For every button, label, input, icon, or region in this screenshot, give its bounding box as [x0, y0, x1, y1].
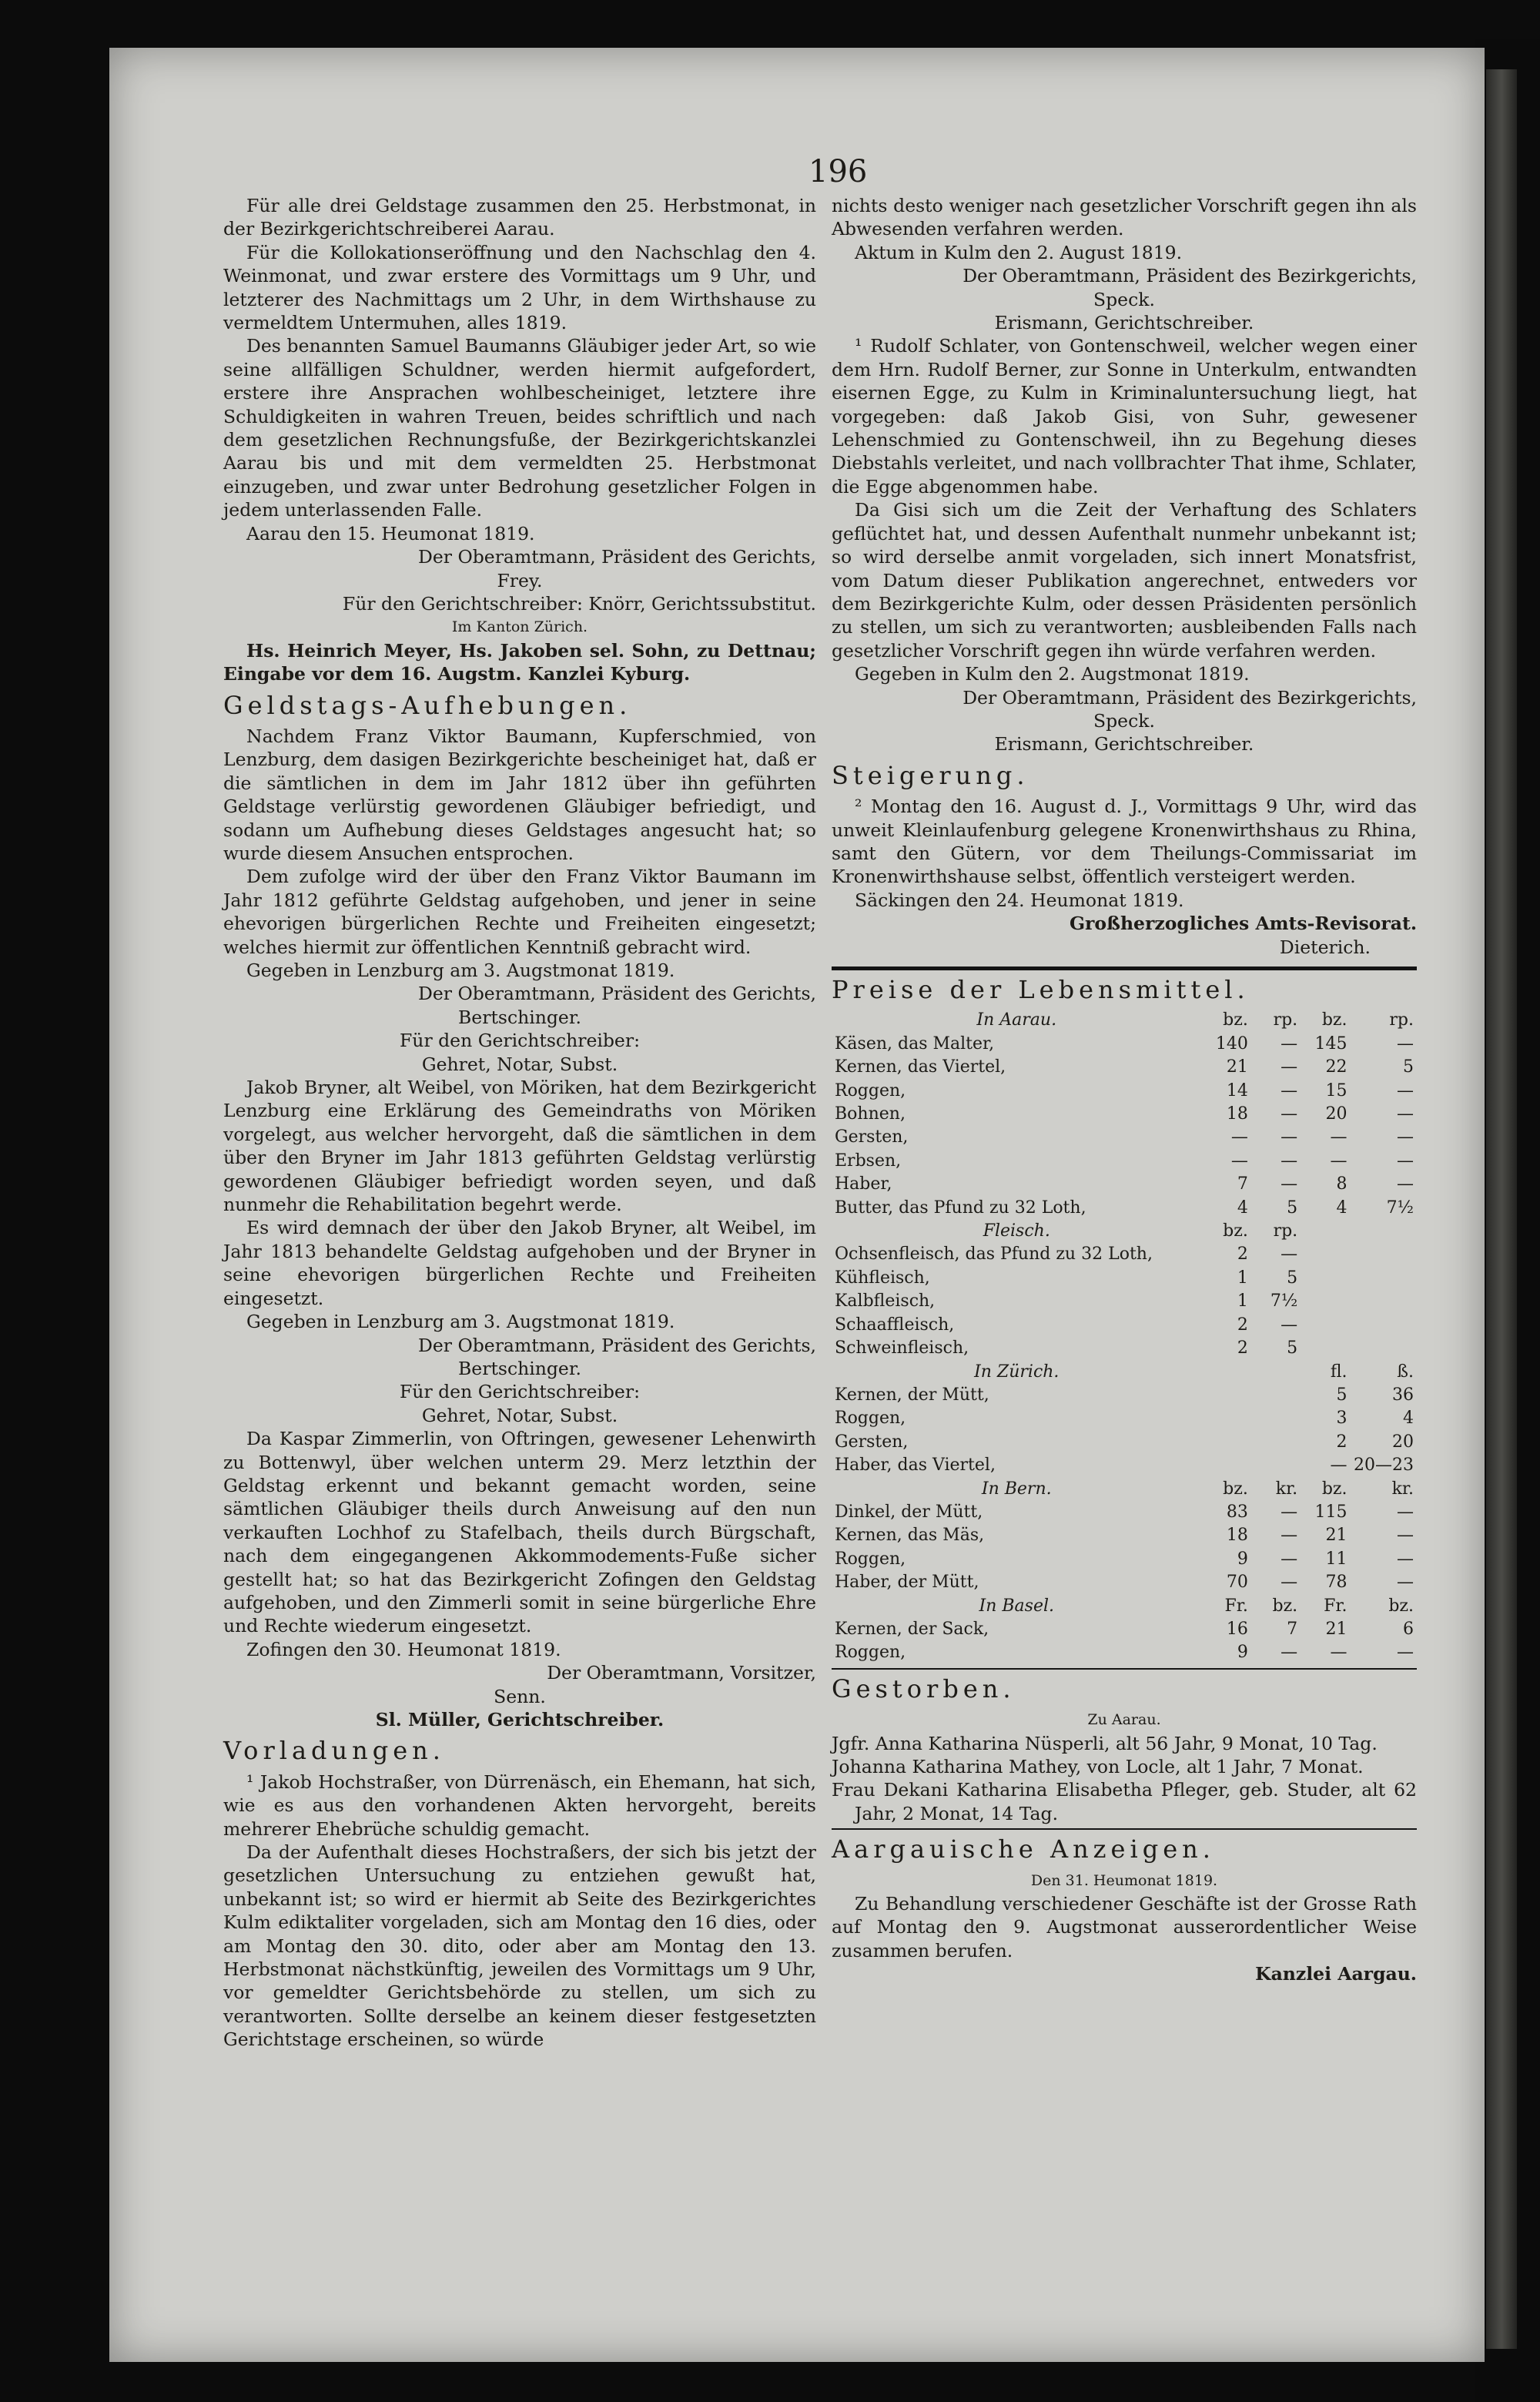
table-cell: Fr. [1224, 1596, 1248, 1616]
section-heading: Vorladungen. [223, 1736, 445, 1766]
signature-name: Speck. [1093, 709, 1155, 732]
table-row [832, 1197, 1417, 1220]
signature-name: Senn. [494, 1685, 546, 1707]
table-cell: Haber, der Mütt, [835, 1573, 979, 1593]
table-cell: 2 [1336, 1432, 1348, 1452]
signature-name: Bertschinger. [458, 1357, 581, 1379]
table-cell: — [1281, 1080, 1298, 1100]
table-cell: — [1281, 1315, 1298, 1335]
section-heading: Preise der Lebensmittel. [832, 975, 1250, 1004]
paragraph: Für alle drei Geldstage zusammen den 25. Herbstmonat, in der Bezirkgerichtschreiberei Aarau. [223, 195, 816, 240]
table-cell: — [1397, 1549, 1414, 1569]
table-cell: Haber, das Viertel, [835, 1456, 996, 1476]
table-cell: — [1397, 1104, 1414, 1124]
signature-line: Der Oberamtmann, Vorsitzer, [547, 1662, 816, 1684]
table-cell: — [1330, 1643, 1348, 1663]
table-cell: kr. [1275, 1479, 1298, 1499]
table-cell: 2 [1237, 1338, 1248, 1358]
signature-line: Kanzlei Aargau. [1255, 1963, 1417, 1985]
table-cell: Roggen, [835, 1643, 906, 1663]
table-cell: 5 [1287, 1338, 1298, 1358]
signature-name: Erismann, Gerichtschreiber. [994, 312, 1254, 334]
table-cell: 21 [1325, 1619, 1348, 1639]
table-cell: Bohnen, [835, 1104, 906, 1124]
table-cell: Schaaffleisch, [835, 1315, 955, 1335]
table-cell: 20 [1392, 1432, 1414, 1452]
list-item: Frau Dekani Katharina Elisabetha Pfleger, geb. Studer, alt 62 Jahr, 2 Monat, 14 Tag. [832, 1779, 1417, 1824]
table-cell: — [1230, 1151, 1248, 1171]
date-line: Den 31. Heumonat 1819. [1030, 1871, 1218, 1889]
table-cell: Gersten, [835, 1432, 909, 1452]
table-cell: bz. [1223, 1010, 1248, 1030]
section-rule [832, 1828, 1417, 1830]
section-heading: Aargauische Anzeigen. [832, 1834, 1215, 1864]
table-cell: Käsen, das Malter, [835, 1033, 995, 1054]
table-cell: Roggen, [835, 1080, 906, 1100]
paragraph: Des benannten Samuel Baumanns Gläubiger jeder Art, so wie seine allfälligen Schuldner, werden hiermit aufgefordert, erstere ihre Ansprachen wohlbescheiniget, letztere ihre Schuldigkeiten in wahren Treuen, beides schriftlich und nach dem gesetzlichen Rechnungsfuße, der Bezirkgerichtskanzlei Aarau bis und mit dem vermeldten 25. Herbstmonat einzugeben, und zwar unter Bedrohung gesetzlicher Folgen in jedem unterlassenden Falle. [223, 335, 816, 521]
list-item: Jgfr. Anna Katharina Nüsperli, alt 56 Jahr, 9 Monat, 10 Tag. [832, 1732, 1378, 1754]
paragraph: ¹ Rudolf Schlater, von Gontenschweil, welcher wegen einer dem Hrn. Rudolf Berner, zur Sonne in Unterkulm, entwandten eisernen Egge, zu Kulm in Kriminaluntersuchung liegt, hat vorgegeben: daß Jakob Gisi, von Suhr, gewesener Lehenschmied zu Gontenschweil, ihn zu Begehung dieses Diebstahls verleitet, und nach vollbrachter That ihme, Schlater, die Egge abgenommen habe. [832, 335, 1417, 497]
table-cell: In Aarau. [976, 1010, 1057, 1030]
table-row [832, 1103, 1417, 1126]
table-row [832, 1548, 1417, 1571]
table-cell: 5 [1336, 1385, 1348, 1405]
table-cell: — [1397, 1033, 1414, 1054]
table-cell: 36 [1392, 1385, 1414, 1405]
paragraph: ² Montag den 16. August d. J., Vormittags 9 Uhr, wird das unweit Kleinlaufenburg gelegene Kronenwirthshaus zu Rhina, samt den Gütern, vor dem Theilungs-Commissariat im Kronenwirthshause selbst, öffentlich versteigert werden. [832, 796, 1417, 888]
price-table [832, 1009, 1417, 1664]
table-cell: Gersten, [835, 1127, 909, 1147]
section-heading: Steigerung. [832, 760, 1029, 790]
table-cell: 78 [1325, 1573, 1348, 1593]
table-cell: Fleisch. [983, 1221, 1050, 1241]
table-cell: rp. [1273, 1221, 1298, 1241]
table-cell: Kühfleisch, [835, 1268, 930, 1288]
table-cell: 22 [1325, 1057, 1348, 1077]
table-row [832, 1454, 1417, 1477]
signature-name: Bertschinger. [458, 1006, 581, 1028]
table-cell: Kernen, der Mütt, [835, 1385, 989, 1405]
table-row [832, 1361, 1417, 1384]
table-cell: — [1281, 1643, 1298, 1663]
date-line: Säckingen den 24. Heumonat 1819. [855, 889, 1184, 911]
page-number: 196 [808, 154, 868, 189]
table-cell: 3 [1336, 1409, 1348, 1429]
table-cell: In Basel. [979, 1596, 1054, 1616]
table-cell: 15 [1325, 1080, 1348, 1100]
table-cell: 18 [1226, 1526, 1248, 1546]
table-row [832, 1267, 1417, 1290]
table-cell: Ochsenfleisch, das Pfund zu 32 Loth, [835, 1245, 1153, 1265]
table-row [832, 1384, 1417, 1407]
table-cell: — [1397, 1526, 1414, 1546]
table-cell: rp. [1389, 1010, 1414, 1030]
section-sublabel: Im Kanton Zürich. [451, 618, 588, 636]
table-cell: Roggen, [835, 1409, 906, 1429]
table-cell: — [1281, 1033, 1298, 1054]
section-rule [832, 1668, 1417, 1670]
paragraph: Nachdem Franz Viktor Baumann, Kupferschmied, von Lenzburg, dem dasigen Bezirkgerichte bescheiniget hat, daß er die sämtlichen in dem im Jahr 1812 über ihn geführten Geldstage verlürstig gewordenen Gläubiger befriedigt, und sodann um Aufhebung dieses Geldstages angesucht hat; so wurde diesem Ansuchen entsprochen. [223, 725, 816, 864]
table-cell: Kernen, das Mäs, [835, 1526, 985, 1546]
paragraph: Es wird demnach der über den Jakob Bryner, alt Weibel, im Jahr 1813 behandelte Geldstag aufgehoben und der Bryner in seine ehevorigen bürgerlichen Rechte und Freiheiten eingesetzt. [223, 1217, 816, 1309]
paragraph: Da Kaspar Zimmerlin, von Oftringen, gewesener Lehenwirth zu Bottenwyl, über welchen unterm 29. Merz letzthin der Geldstag erkennt und bekannt gemacht worden, seine sämtlichen Gläubiger theils durch Anweisung auf den nun verkauften Lochhof zu Stafelbach, theils durch Bürgschaft, nach dem eingegangenen Akkommodements-Fuße sicher gestellt hat; so hat das Bezirkgericht Zofingen den Geldstag aufgehoben, und den Zimmerli somit in seine bürgerliche Ehre und Rechte wiederum eingesetzt. [223, 1428, 816, 1637]
table-cell: — [1281, 1245, 1298, 1265]
table-cell: 145 [1314, 1033, 1348, 1054]
table-cell: Erbsen, [835, 1151, 902, 1171]
section-rule [832, 966, 1417, 970]
paragraph: Hs. Heinrich Meyer, Hs. Jakoben sel. Sohn, zu Dettnau; Eingabe vor dem 16. Augstm. Kanzlei Kyburg. [223, 639, 816, 685]
table-cell: Dinkel, der Mütt, [835, 1502, 983, 1522]
table-cell: 9 [1237, 1549, 1248, 1569]
table-cell: 4 [1403, 1409, 1414, 1429]
table-cell: 2 [1237, 1315, 1248, 1335]
table-cell: Haber, [835, 1174, 892, 1194]
table-row [832, 1431, 1417, 1454]
signature-name: Gehret, Notar, Subst. [421, 1053, 618, 1075]
table-row [832, 1337, 1417, 1360]
table-row [832, 1595, 1417, 1618]
table-row [832, 1150, 1417, 1173]
paragraph: Zu Behandlung verschiedener Geschäfte ist der Grosse Rath auf Montag den 9. Augstmonat ausserordentlicher Weise zusammen berufen. [832, 1893, 1417, 1961]
signature-name: Sl. Müller, Gerichtschreiber. [375, 1709, 665, 1730]
table-cell: bz. [1223, 1221, 1248, 1241]
table-cell: 7½ [1270, 1291, 1298, 1312]
date-line: Gegeben in Lenzburg am 3. Augstmonat 1819. [246, 960, 675, 981]
table-row [832, 1243, 1417, 1266]
table-cell: 5 [1287, 1268, 1298, 1288]
table-cell: 7½ [1386, 1198, 1414, 1218]
table-cell: 7 [1237, 1174, 1248, 1194]
table-cell: Kalbfleisch, [835, 1291, 936, 1312]
next-page-edge [1486, 69, 1517, 2349]
signature-name: Erismann, Gerichtschreiber. [994, 733, 1254, 755]
table-cell: In Zürich. [974, 1362, 1060, 1382]
table-cell: Butter, das Pfund zu 32 Loth, [835, 1198, 1086, 1218]
table-row [832, 1033, 1417, 1056]
table-cell: 11 [1325, 1549, 1348, 1569]
table-cell: 4 [1336, 1198, 1348, 1218]
signature-line: Der Oberamtmann, Präsident des Gerichts, [418, 1334, 816, 1356]
table-cell: bz. [1321, 1010, 1348, 1030]
signature-line: Der Oberamtmann, Präsident des Bezirkgerichts, [962, 686, 1417, 709]
table-cell: — [1281, 1057, 1298, 1077]
table-row [832, 1126, 1417, 1149]
table-cell: 20 [1325, 1104, 1348, 1124]
table-cell: 5 [1403, 1057, 1414, 1077]
table-cell: Kernen, das Viertel, [835, 1057, 1006, 1077]
table-cell: — [1330, 1127, 1348, 1147]
paragraph: Da der Aufenthalt dieses Hochstraßers, der sich bis jetzt der gesetzlichen Untersuchung zu entziehen gewußt hat, unbekannt ist; so wird er hiermit ab Seite des Bezirkgerichtes Kulm ediktaliter vorgeladen, sich am Montag den 16 dies, oder am Montag den 30. dito, oder aber am Montag den 13. Herbstmonat nächstkünftig, jeweilen des Vormittags um 9 Uhr, vor gemeldter Gerichtsbehörde zu stellen, um sich zu verantworten. Sollte derselbe an keinem dieser festgesetzten Gerichtstage erscheinen, so würde [223, 1841, 816, 2051]
table-cell: 2 [1237, 1245, 1248, 1265]
table-cell: Kernen, der Sack, [835, 1619, 989, 1639]
table-cell: 6 [1403, 1619, 1414, 1639]
section-heading: Gestorben. [832, 1673, 1016, 1704]
section-sublabel: Zu Aarau. [1087, 1711, 1161, 1729]
date-line: Gegeben in Lenzburg am 3. Augstmonat 1819. [246, 1311, 675, 1333]
table-cell: 70 [1226, 1573, 1248, 1593]
table-row [832, 1220, 1417, 1243]
table-cell: 83 [1226, 1502, 1248, 1522]
table-cell: In Bern. [981, 1479, 1052, 1499]
table-cell: 4 [1237, 1198, 1248, 1218]
signature-line: Der Oberamtmann, Präsident des Bezirkgerichts, [962, 265, 1417, 287]
table-cell: Fr. [1324, 1596, 1348, 1616]
table-cell: 5 [1287, 1198, 1298, 1218]
paragraph: Da Gisi sich um die Zeit der Verhaftung des Schlaters geflüchtet hat, und dessen Aufenthalt nunmehr unbekannt ist; so wird derselbe anmit vorgeladen, sich innert Monatsfrist, vom Datum dieser Publikation angerechnet, entweders vor dem Bezirkgerichte Kulm, oder dessen Präsidenten persönlich zu stellen, um sich zu verantworten; ausbleibenden Falls nach gesetzlicher Vorschrift gegen ihn würde verfahren werden. [832, 499, 1417, 662]
date-line: Zofingen den 30. Heumonat 1819. [246, 1638, 561, 1660]
date-line: Gegeben in Kulm den 2. Augstmonat 1819. [855, 663, 1250, 685]
table-row [832, 1173, 1417, 1196]
table-cell: 9 [1237, 1643, 1248, 1663]
paragraph: Jakob Bryner, alt Weibel, von Möriken, hat dem Bezirkgericht Lenzburg eine Erklärung des Gemeindraths von Möriken vorgelegt, aus welcher hervorgeht, daß die sämtlichen in dem über den Bryner im Jahr 1813 geführten Geldstag verlürstig gewordenen Gläubiger befriedigt worden seyen, und daß nunmehr die Rehabilitation begehrt werde. [223, 1077, 816, 1216]
table-cell: 14 [1226, 1080, 1248, 1100]
signature-line: Für den Gerichtschreiber: [400, 1381, 640, 1403]
left-column [223, 194, 816, 2052]
table-cell: bz. [1388, 1596, 1414, 1616]
signature-line: Für den Gerichtschreiber: [400, 1030, 640, 1052]
paragraph: nichts desto weniger nach gesetzlicher Vorschrift gegen ihn als Abwesenden verfahren werden. [832, 195, 1417, 240]
table-cell: — [1281, 1549, 1298, 1569]
table-row [832, 1618, 1417, 1641]
table-row [832, 1314, 1417, 1337]
table-cell: — [1281, 1104, 1298, 1124]
table-cell: 21 [1226, 1057, 1248, 1077]
table-row [832, 1571, 1417, 1594]
table-cell: — [1230, 1127, 1248, 1147]
date-line: Aarau den 15. Heumonat 1819. [246, 522, 535, 544]
table-cell: rp. [1273, 1010, 1298, 1030]
table-cell: Roggen, [835, 1549, 906, 1569]
table-cell: — [1281, 1502, 1298, 1522]
table-cell: — [1281, 1127, 1298, 1147]
table-row [832, 1290, 1417, 1313]
table-row [832, 1009, 1417, 1032]
signature-line: Der Oberamtmann, Präsident des Gerichts, [418, 546, 816, 568]
table-cell: — [1397, 1502, 1414, 1522]
signature-name: Speck. [1093, 288, 1155, 310]
table-row [832, 1407, 1417, 1430]
table-row [832, 1641, 1417, 1664]
signature-name: Dieterich. [1279, 936, 1371, 958]
table-cell: 140 [1215, 1033, 1248, 1054]
table-cell: — [1281, 1174, 1298, 1194]
table-cell: 18 [1226, 1104, 1248, 1124]
table-cell: 1 [1237, 1291, 1248, 1312]
table-cell: — [1330, 1151, 1348, 1171]
table-cell: 20—23 [1354, 1456, 1414, 1476]
paragraph: Für die Kollokationseröffnung und den Nachschlag den 4. Weinmonat, und zwar erstere des Vormittags um 9 Uhr, und letzterer des Nachmittags um 2 Uhr, in dem Wirthshause zu vermeldtem Untermuhen, alles 1819. [223, 241, 816, 334]
table-cell: — [1397, 1080, 1414, 1100]
signature-line: Der Oberamtmann, Präsident des Gerichts, [418, 983, 816, 1005]
table-cell: 115 [1314, 1502, 1348, 1522]
table-cell: — [1397, 1151, 1414, 1171]
table-cell: bz. [1272, 1596, 1298, 1616]
section-heading: Geldstags-Aufhebungen. [223, 690, 632, 720]
signature-line: Für den Gerichtschreiber: Knörr, Gerichtssubstitut. [342, 592, 816, 615]
table-cell: Schweinfleisch, [835, 1338, 969, 1358]
table-cell: — [1397, 1174, 1414, 1194]
signature-name: Frey. [497, 569, 543, 591]
table-cell: — [1397, 1643, 1414, 1663]
table-cell: — [1281, 1151, 1298, 1171]
table-cell: 16 [1226, 1619, 1248, 1639]
table-cell: ß. [1397, 1362, 1414, 1382]
table-cell: bz. [1321, 1479, 1348, 1499]
signature-line: Großherzogliches Amts-Revisorat. [1069, 913, 1417, 935]
deceased-list [832, 1732, 1417, 1826]
table-cell: 1 [1237, 1268, 1248, 1288]
paragraph: Dem zufolge wird der über den Franz Viktor Baumann im Jahr 1812 geführte Geldstag aufgehoben, und jener in seine ehevorigen bürgerlichen Rechte und Freiheiten eingesetzt; welches hiermit zur öffentlichen Kenntniß gebracht wird. [223, 866, 816, 958]
table-cell: — [1281, 1573, 1298, 1593]
table-row [832, 1524, 1417, 1547]
table-cell: — [1281, 1526, 1298, 1546]
date-line: Aktum in Kulm den 2. August 1819. [855, 241, 1183, 263]
table-cell: fl. [1330, 1362, 1348, 1382]
table-cell: — [1397, 1573, 1414, 1593]
table-cell: 8 [1336, 1174, 1348, 1194]
table-row [832, 1056, 1417, 1079]
right-column [832, 194, 1417, 1986]
table-row [832, 1478, 1417, 1501]
table-row [832, 1501, 1417, 1524]
paragraph: ¹ Jakob Hochstraßer, von Dürrenäsch, ein Ehemann, hat sich, wie es aus den vorhandenen Akten hervorgeht, bereits mehrerer Ehebrüche schuldig gemacht. [223, 1771, 816, 1840]
signature-name: Gehret, Notar, Subst. [421, 1404, 618, 1426]
table-cell: bz. [1223, 1479, 1248, 1499]
list-item: Johanna Katharina Mathey, von Locle, alt 1 Jahr, 7 Monat. [832, 1756, 1364, 1777]
table-cell: 21 [1325, 1526, 1348, 1546]
table-cell: 7 [1287, 1619, 1298, 1639]
table-row [832, 1080, 1417, 1103]
table-cell: kr. [1391, 1479, 1414, 1499]
table-cell: — [1330, 1456, 1348, 1476]
table-cell: — [1397, 1127, 1414, 1147]
